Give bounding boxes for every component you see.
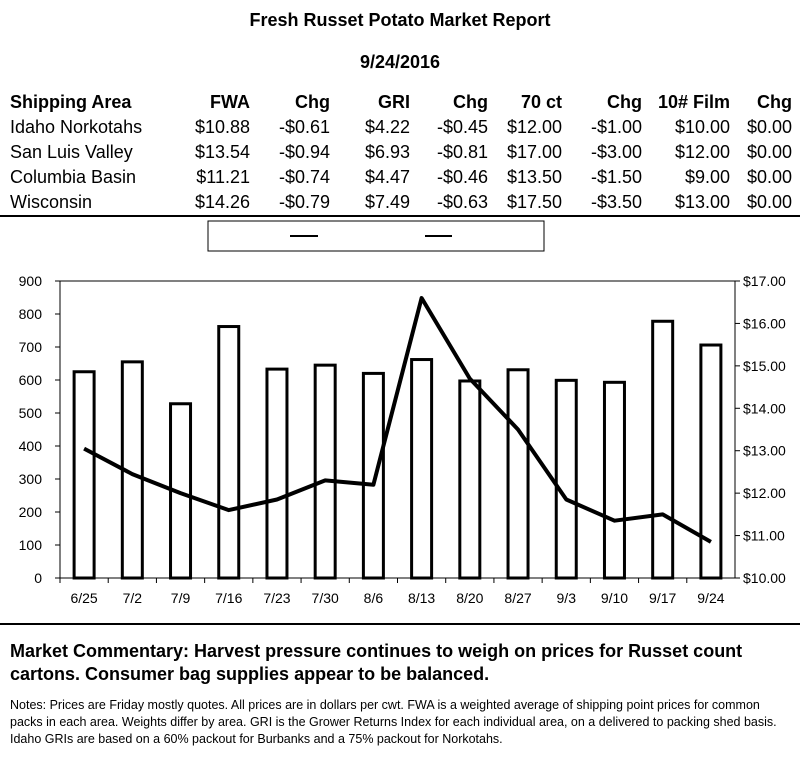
- bar-shipments: [412, 360, 432, 578]
- x-axis-tick-label: 7/16: [215, 590, 243, 606]
- left-axis-tick-label: 600: [18, 372, 42, 388]
- x-axis-tick-label: 7/2: [122, 590, 143, 606]
- market-commentary: Market Commentary: Harvest pressure continues to weigh on prices for Russet count cartons. Consumer bag supplies appear to be balanced.: [10, 641, 743, 684]
- col-header-10lb-film: 10# Film: [657, 92, 730, 112]
- col-header-fwa: FWA: [210, 92, 250, 112]
- right-axis-tick-label: $11.00: [743, 527, 785, 544]
- left-axis-tick-label: 200: [18, 504, 42, 520]
- table-cell: $0.00: [746, 192, 792, 212]
- table-row: [10, 140, 792, 165]
- table-cell: $0.00: [746, 117, 792, 137]
- table-cell: -$0.45: [436, 117, 488, 137]
- table-cell: $13.00: [674, 192, 730, 212]
- left-axis-tick-label: 500: [18, 405, 42, 421]
- table-cell: $10.88: [194, 117, 250, 137]
- col-header-70ct: 70 ct: [520, 92, 562, 112]
- x-axis-tick-label: 9/17: [649, 590, 677, 606]
- x-axis-tick-label: 9/10: [600, 590, 629, 606]
- x-axis-tick-label: 8/6: [363, 590, 384, 606]
- table-cell: $0.00: [746, 167, 792, 187]
- col-header-shipping-area: Shipping Area: [10, 92, 132, 112]
- left-axis-tick-label: 0: [34, 570, 42, 586]
- table-cell: -$3.50: [590, 192, 642, 212]
- table-header-row: [10, 90, 792, 115]
- right-axis-tick-label: $15.00: [743, 357, 786, 374]
- right-axis-tick-label: $17.00: [743, 273, 786, 289]
- table-cell: $4.47: [364, 167, 410, 187]
- left-axis-tick-label: 800: [18, 306, 42, 322]
- bar-shipments: [219, 327, 239, 578]
- right-axis-tick-label: $14.00: [743, 400, 786, 417]
- left-axis-tick-label: 900: [18, 273, 42, 289]
- table-cell: -$1.00: [590, 117, 642, 137]
- bar-shipments: [74, 372, 94, 578]
- bar-shipments: [267, 369, 287, 578]
- col-header-70ct-chg: Chg: [607, 92, 642, 112]
- table-cell: $0.00: [746, 142, 792, 162]
- table-cell: $17.00: [506, 142, 562, 162]
- right-axis-tick-label: $10.00: [743, 570, 786, 586]
- table-cell: -$1.50: [590, 167, 642, 187]
- table-row: [10, 115, 792, 140]
- table-row: [10, 190, 792, 215]
- left-axis-tick-label: 700: [18, 339, 42, 355]
- x-axis-tick-label: 7/9: [170, 590, 191, 606]
- col-header-film-chg: Chg: [757, 92, 792, 112]
- table-cell: $17.50: [506, 192, 562, 212]
- table-cell: $13.54: [194, 142, 250, 162]
- bar-shipments: [556, 380, 576, 578]
- table-cell: $12.00: [506, 117, 562, 137]
- table-cell: -$0.61: [278, 117, 330, 137]
- market-table: [10, 90, 792, 215]
- table-cell: $12.00: [674, 142, 730, 162]
- table-cell: $14.26: [194, 192, 250, 212]
- table-cell: San Luis Valley: [10, 142, 133, 162]
- table-cell: -$0.46: [436, 167, 488, 187]
- table-cell: $11.21: [196, 167, 250, 187]
- bar-shipments: [653, 321, 673, 578]
- x-axis-tick-label: 8/20: [456, 590, 484, 606]
- table-cell: $7.49: [364, 192, 410, 212]
- x-axis-tick-label: 6/25: [70, 590, 98, 606]
- x-axis-tick-label: 9/24: [697, 590, 725, 606]
- bar-shipments: [604, 382, 624, 578]
- left-axis-tick-label: 300: [18, 471, 42, 487]
- table-cell: $13.50: [506, 167, 562, 187]
- x-axis-tick-label: 9/3: [556, 590, 576, 606]
- legend-box: [208, 221, 544, 251]
- right-axis-tick-label: $12.00: [743, 485, 786, 502]
- table-cell: $4.22: [364, 117, 410, 137]
- x-axis-tick-label: 8/27: [504, 590, 532, 606]
- bar-shipments: [363, 373, 383, 578]
- right-axis-tick-label: $13.00: [743, 442, 786, 459]
- x-axis-tick-label: 7/23: [263, 590, 291, 606]
- table-cell: -$0.74: [278, 167, 330, 187]
- table-cell: Wisconsin: [10, 192, 93, 212]
- report-date: 9/24/2016: [359, 52, 441, 72]
- bar-shipments: [315, 365, 335, 578]
- table-cell: -$3.00: [590, 142, 642, 162]
- chart-panel: [0, 215, 800, 625]
- table-cell: Columbia Basin: [10, 167, 137, 187]
- x-axis-tick-label: 7/30: [311, 590, 339, 606]
- left-axis-tick-label: 400: [18, 438, 42, 454]
- col-header-gri: GRI: [377, 92, 410, 112]
- table-cell: $9.00: [684, 167, 730, 187]
- report-title: Fresh Russet Potato Market Report: [249, 10, 551, 30]
- table-cell: Idaho Norkotahs: [10, 117, 143, 137]
- shipments-price-chart: [0, 217, 800, 623]
- table-cell: $10.00: [674, 117, 730, 137]
- table-cell: -$0.63: [436, 192, 488, 212]
- table-cell: -$0.81: [436, 142, 488, 162]
- bar-shipments: [701, 345, 721, 578]
- table-row: [10, 165, 792, 190]
- x-axis-tick-label: 8/13: [407, 590, 436, 606]
- bar-shipments: [508, 370, 528, 578]
- plot-frame: [60, 281, 735, 578]
- right-axis-tick-label: $16.00: [743, 315, 786, 332]
- bar-shipments: [460, 381, 480, 578]
- table-cell: $6.93: [364, 142, 410, 162]
- report-notes: Notes: Prices are Friday mostly quotes. All prices are in dollars per cwt. FWA is a weighted average of shipping point prices for common packs in each area. Weights differ by area. GRI is the Grower Returns Index for each individual area, on a delivered to packing shed basis. Idaho GRIs are based on a 60% packout for Burbanks and a 75% packout for Norkotahs.: [10, 698, 777, 746]
- col-header-gri-chg: Chg: [453, 92, 488, 112]
- table-cell: -$0.79: [278, 192, 330, 212]
- left-axis-tick-label: 100: [18, 537, 42, 553]
- table-cell: -$0.94: [278, 142, 330, 162]
- col-header-fwa-chg: Chg: [295, 92, 330, 112]
